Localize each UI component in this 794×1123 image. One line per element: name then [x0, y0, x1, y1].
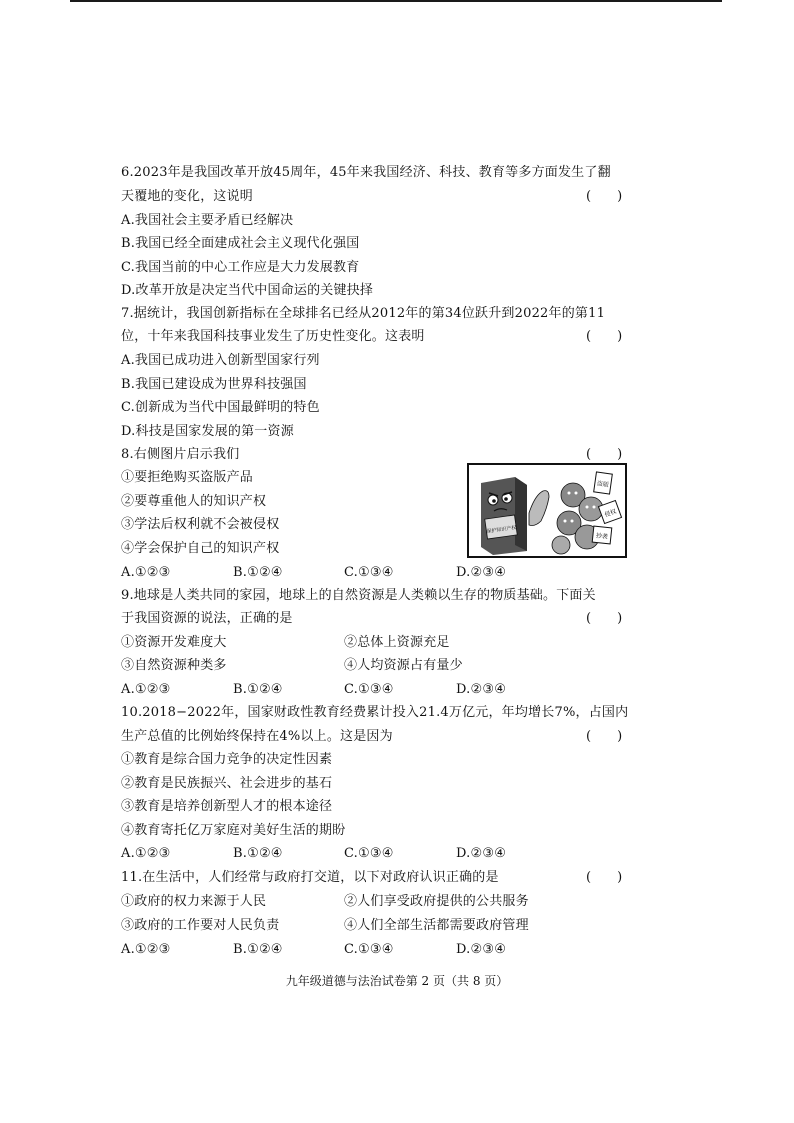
book-label: 保护知识产权: [486, 524, 517, 536]
statement-4: ④人们全部生活都需要政府管理: [344, 918, 529, 933]
statement-3: ③政府的工作要对人民负责: [121, 918, 280, 933]
choice-a: A.①②③: [121, 565, 171, 580]
choice-d: D.②③④: [456, 942, 507, 957]
statement-1: ①政府的权力来源于人民: [121, 894, 267, 909]
sign-plagiarism: [592, 526, 612, 544]
answer-blank: ( ): [586, 611, 623, 626]
question-10-stem-line-1: 10.2018−2022年，国家财政性教育经费累计投入21.4万亿元，年均增长7%，占国内: [121, 705, 629, 720]
answer-blank: ( ): [586, 189, 623, 204]
book-character: [481, 477, 527, 555]
question-6-stem-line-1: 6.2023年是我国改革开放45周年，45年来我国经济、科技、教育等多方面发生了翻: [121, 165, 611, 180]
statement-3: ③自然资源种类多: [121, 658, 227, 673]
statement-1: ①资源开发难度大: [121, 635, 227, 650]
option-c: C.创新成为当代中国最鲜明的特色: [121, 400, 320, 415]
crowd-figures: [552, 483, 603, 554]
statement-4: ④教育寄托亿万家庭对美好生活的期盼: [121, 823, 346, 838]
svg-text:抄袭: 抄袭: [595, 532, 609, 541]
question-7-stem-line-1: 7.据统计，我国创新指标在全球排名已经从2012年的第34位跃升到2022年的第11: [121, 306, 606, 321]
option-b: B.我国已建设成为世界科技强国: [121, 377, 307, 392]
answer-blank: ( ): [586, 729, 623, 744]
question-10-stem-line-2: 生产总值的比例始终保持在4%以上。这是因为: [121, 729, 393, 744]
choice-a: A.①②③: [121, 682, 171, 697]
choice-b: B.①②④: [233, 682, 283, 697]
svg-text:侵权: 侵权: [603, 508, 618, 519]
top-rule: [70, 0, 722, 2]
question-11-stem: 11.在生活中，人们经常与政府打交道，以下对政府认识正确的是: [121, 870, 499, 885]
question-7-stem-line-2: 位，十年来我国科技事业发生了历史性变化。这表明: [121, 329, 425, 344]
choice-c: C.①③④: [344, 942, 394, 957]
statement-4: ④人均资源占有量少: [344, 658, 463, 673]
statement-2: ②人们享受政府提供的公共服务: [344, 894, 529, 909]
option-d: D.改革开放是决定当代中国命运的关键抉择: [121, 283, 374, 298]
option-d: D.科技是国家发展的第一资源: [121, 424, 294, 439]
statement-2: ②总体上资源充足: [344, 635, 450, 650]
question-9-stem-line-1: 9.地球是人类共同的家园，地球上的自然资源是人类赖以生存的物质基础。下面关: [121, 588, 596, 603]
question-6-stem-line-2: 天覆地的变化，这说明: [121, 189, 254, 204]
sign-piracy: [594, 472, 613, 494]
option-a: A.我国社会主要矛盾已经解决: [121, 213, 294, 228]
question-9-stem-line-2: 于我国资源的说法，正确的是: [121, 611, 293, 626]
statement-1: ①要拒绝购买盗版产品: [121, 470, 254, 485]
cartoon-drawing: [469, 465, 625, 556]
option-b: B.我国已经全面建成社会主义现代化强国: [121, 236, 360, 251]
statement-3: ③学法后权利就不会被侵权: [121, 517, 280, 532]
statement-3: ③教育是培养创新型人才的根本途径: [121, 799, 333, 814]
answer-blank: ( ): [586, 329, 623, 344]
statement-2: ②要尊重他人的知识产权: [121, 494, 267, 509]
choice-a: A.①②③: [121, 846, 171, 861]
raised-hand-icon: [529, 491, 549, 526]
statement-4: ④学会保护自己的知识产权: [121, 541, 280, 556]
question-8-stem: 8.右侧图片启示我们: [121, 447, 240, 462]
statement-1: ①教育是综合国力竞争的决定性因素: [121, 752, 333, 767]
choice-b: B.①②④: [233, 942, 283, 957]
choice-a: A.①②③: [121, 942, 171, 957]
option-a: A.我国已成功进入创新型国家行列: [121, 353, 320, 368]
choice-c: C.①③④: [344, 565, 394, 580]
choice-b: B.①②④: [233, 846, 283, 861]
page-footer: 九年级道德与法治试卷第 2 页（共 8 页）: [285, 974, 509, 988]
choice-c: C.①③④: [344, 682, 394, 697]
intellectual-property-cartoon: [467, 463, 627, 558]
svg-text:盗版: 盗版: [596, 480, 610, 489]
choice-c: C.①③④: [344, 846, 394, 861]
choice-d: D.②③④: [456, 846, 507, 861]
option-c: C.我国当前的中心工作应是大力发展教育: [121, 260, 360, 275]
answer-blank: ( ): [586, 447, 623, 462]
statement-2: ②教育是民族振兴、社会进步的基石: [121, 776, 333, 791]
answer-blank: ( ): [586, 870, 623, 885]
choice-d: D.②③④: [456, 682, 507, 697]
choice-b: B.①②④: [233, 565, 283, 580]
choice-d: D.②③④: [456, 565, 507, 580]
